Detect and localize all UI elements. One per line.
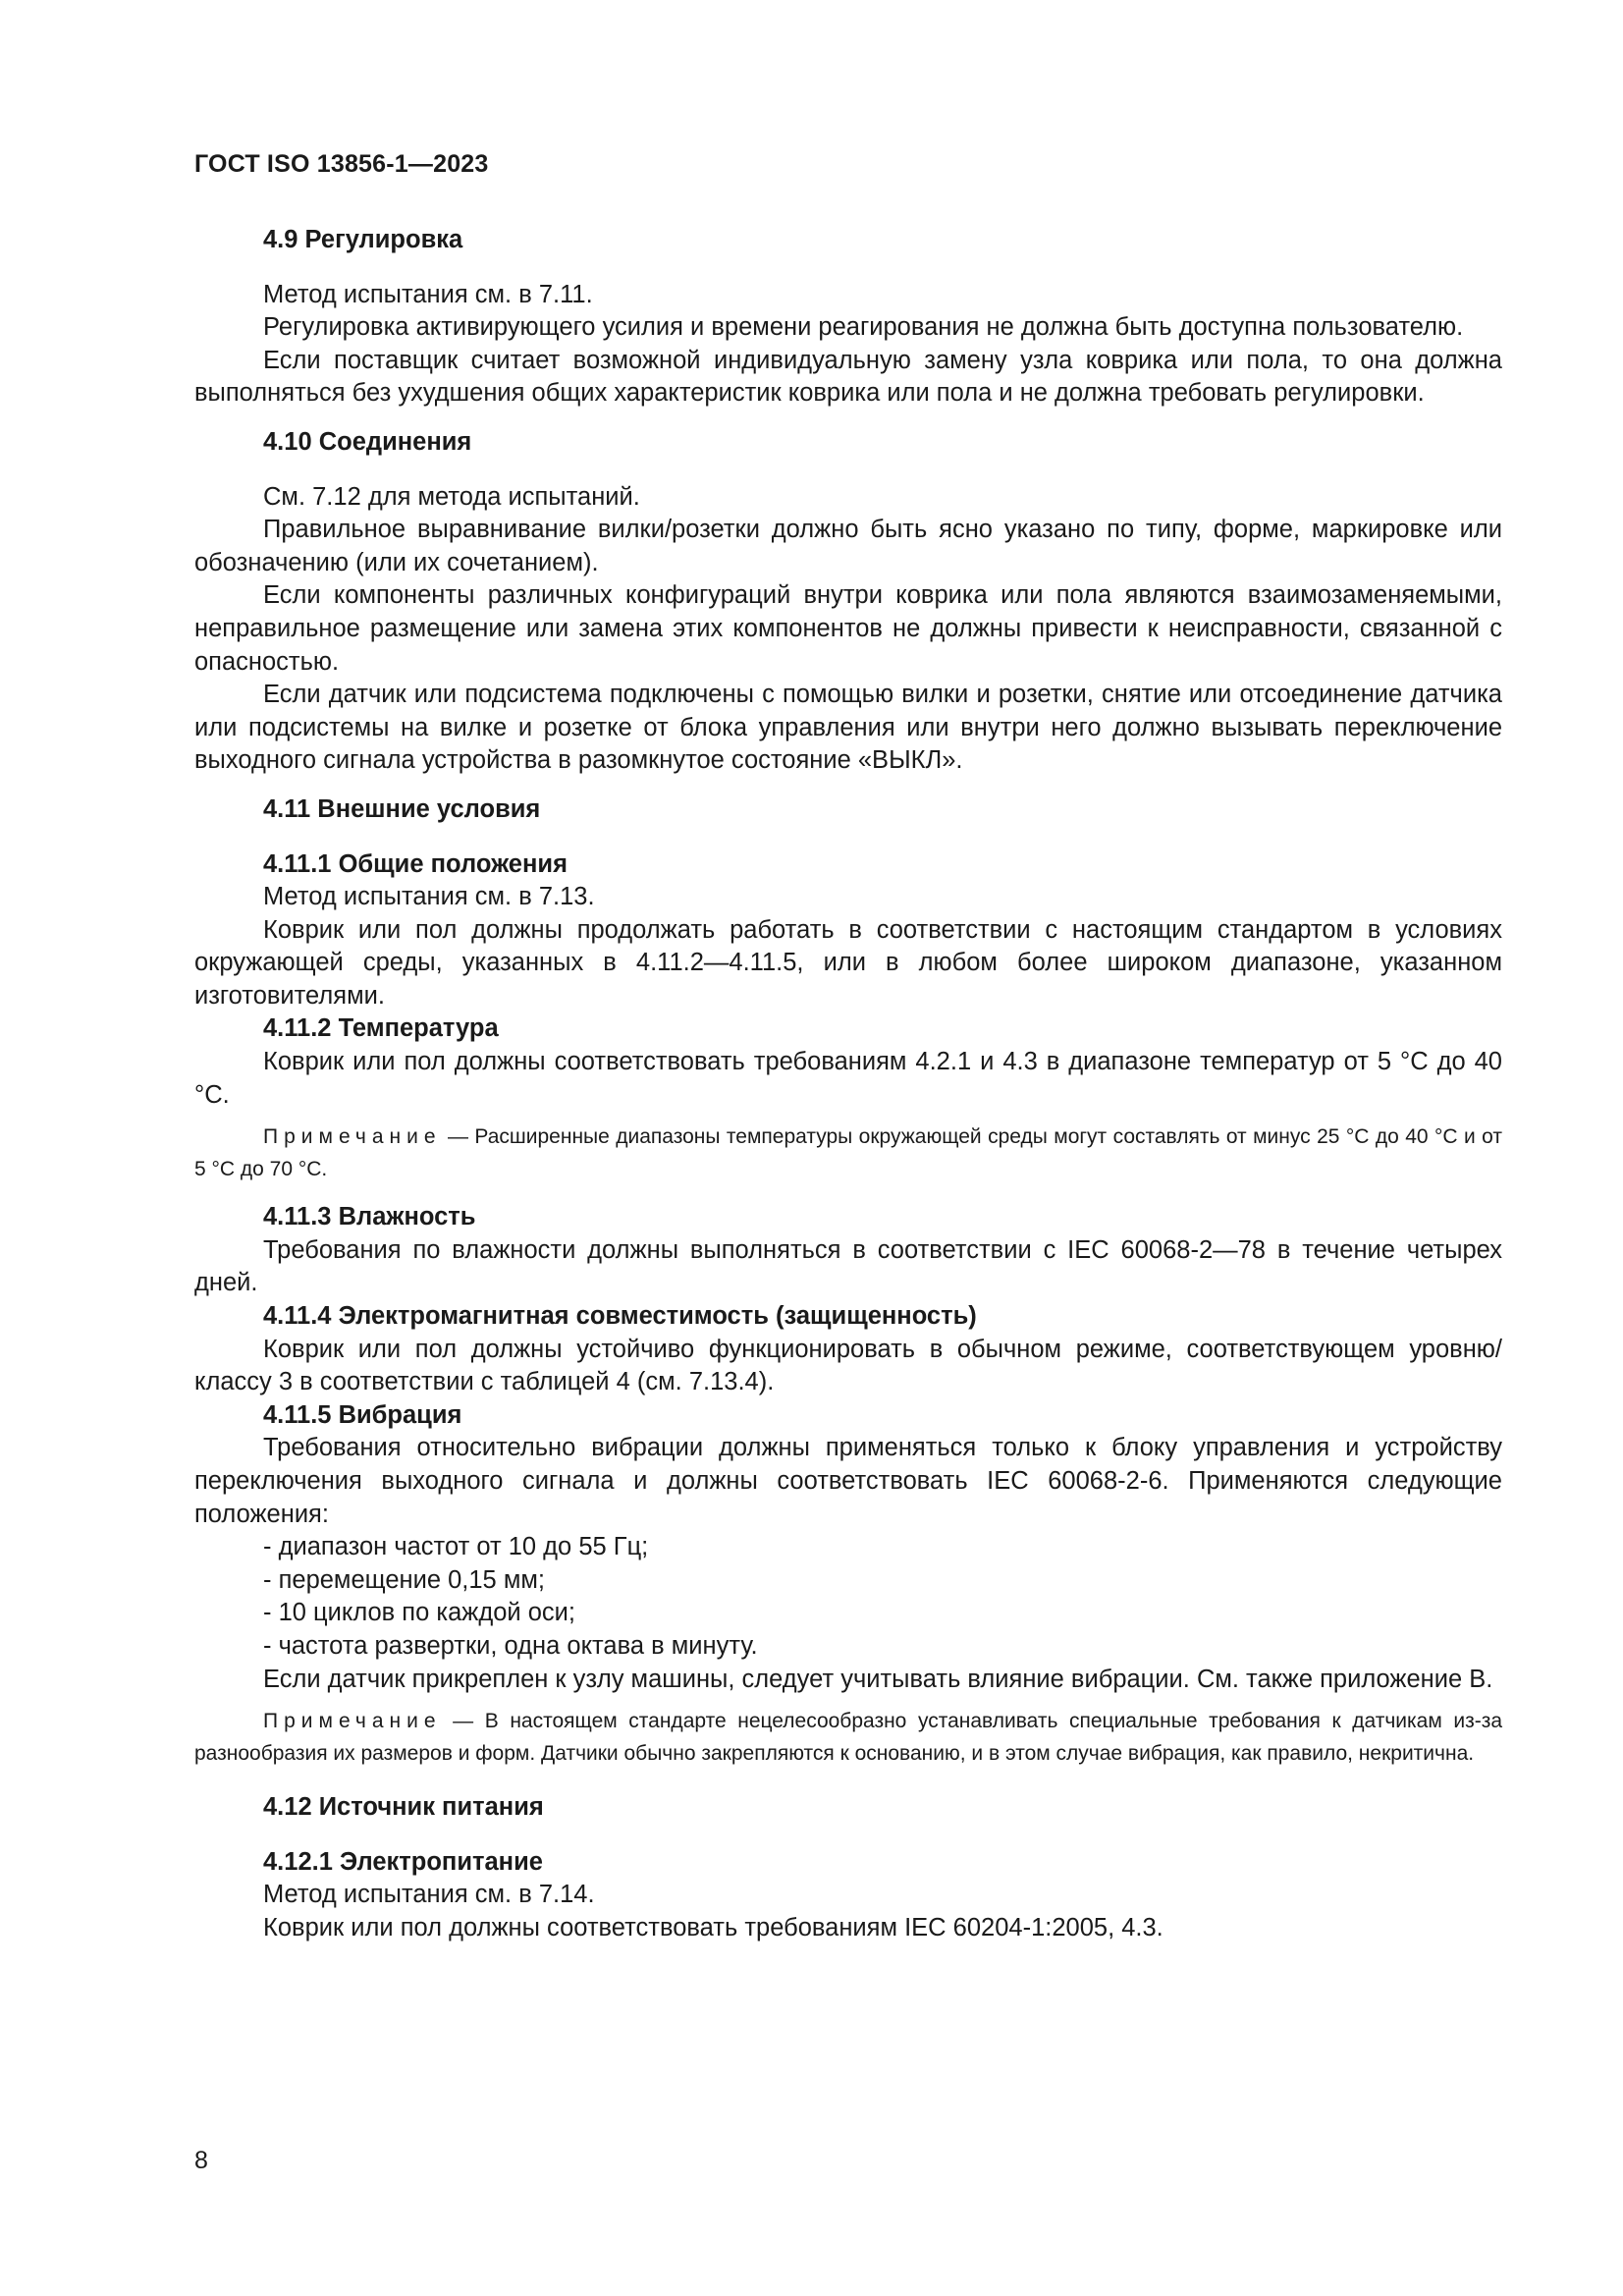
paragraph: Если датчик прикреплен к узлу машины, следует учитывать влияние вибрации. См. также приложение В.: [263, 1665, 1493, 1693]
paragraph: Коврик или пол должны соответствовать требованиям IEC 60204-1:2005, 4.3.: [263, 1913, 1163, 1941]
paragraph: Требования относительно вибрации должны применяться только к блоку управления и устройству переключения выходного сигнала и должны соответствовать IEC 60068-2-6. Применяются следующие положения:: [194, 1434, 1502, 1528]
note-text: — Расширенные диапазоны температуры окружающей среды могут составлять от минус 25 °С до 40 °С и от 5 °С до 70 °С.: [194, 1125, 1502, 1180]
section-title-4-12: 4.12 Источник питания: [263, 1793, 544, 1822]
spacer: [194, 257, 1502, 279]
spacer: [194, 778, 1502, 793]
subsection-title-4-11-2: 4.11.2 Температура: [263, 1014, 499, 1043]
paragraph: Коврик или пол должны устойчиво функционировать в обычном режиме, соответствующем уровню/классу 3 в соответствии с таблицей 4 (см. 7.13.4).: [194, 1335, 1502, 1396]
spacer: [194, 460, 1502, 481]
spacer: [194, 1770, 1502, 1791]
paragraph: Коврик или пол должны продолжать работать в соответствии с настоящим стандартом в условиях окружающей среды, указанных в 4.11.2—4.11.5, или в любом более широком диапазоне, указанном изготовителями.: [194, 915, 1502, 1010]
subsection-title-4-11-5: 4.11.5 Вибрация: [263, 1400, 462, 1429]
spacer: [194, 410, 1502, 426]
subsection-title-4-12-1: 4.12.1 Электропитание: [263, 1847, 543, 1876]
paragraph: Метод испытания см. в 7.14.: [263, 1881, 595, 1909]
note-text: — В настоящем стандарте нецелесообразно устанавливать специальные требования к датчикам из-за разнообразия их размеров и форм. Датчики обычно закрепляются к основанию, и в этом случае вибрация, как правило, некритична.: [194, 1710, 1502, 1765]
spacer: [194, 1185, 1502, 1201]
subsection-title-4-11-3: 4.11.3 Влажность: [263, 1203, 476, 1231]
paragraph: Метод испытания см. в 7.13.: [263, 883, 595, 911]
section-title-4-10: 4.10 Соединения: [263, 427, 472, 456]
page-number: 8: [194, 2147, 208, 2174]
subsection-title-4-11-1: 4.11.1 Общие положения: [263, 849, 568, 878]
spacer: [194, 1825, 1502, 1846]
list-item: - 10 циклов по каждой оси;: [263, 1599, 575, 1627]
page-content: [194, 224, 1502, 1945]
section-title-4-11: 4.11 Внешние условия: [263, 794, 541, 823]
note-label: Примечание: [263, 1125, 442, 1149]
paragraph: Регулировка активирующего усилия и времени реагирования не должна быть доступна пользователю.: [263, 313, 1464, 342]
section-title-4-9: 4.9 Регулировка: [263, 226, 463, 253]
spacer: [194, 1696, 1502, 1706]
paragraph: Требования по влажности должны выполняться в соответствии с IEC 60068-2—78 в течение четырех дней.: [194, 1235, 1502, 1297]
list-item: - диапазон частот от 10 до 55 Гц;: [263, 1533, 649, 1561]
list-item: - перемещение 0,15 мм;: [263, 1565, 545, 1594]
note-label: Примечание: [263, 1710, 442, 1733]
paragraph: Метод испытания см. в 7.11.: [263, 280, 593, 308]
spacer: [194, 827, 1502, 848]
paragraph: См. 7.12 для метода испытаний.: [263, 482, 640, 511]
note: [194, 1121, 1502, 1185]
document-header: ГОСТ ISO 13856-1—2023: [194, 150, 489, 178]
note: [194, 1706, 1502, 1770]
paragraph: Если датчик или подсистема подключены с помощью вилки и розетки, снятие или отсоединение датчика или подсистемы на вилке и розетке от блока управления или внутри него должно вызывать переключение выходного сигнала устройства в разомкнутое состояние «ВЫКЛ».: [194, 681, 1502, 775]
spacer: [194, 1112, 1502, 1121]
paragraph: Если поставщик считает возможной индивидуальную замену узла коврика или пола, то она должна выполняться без ухудшения общих характеристик коврика или пола и не должна требовать регулировки.: [194, 346, 1502, 408]
paragraph: Правильное выравнивание вилки/розетки должно быть ясно указано по типу, форме, маркировке или обозначению (или их сочетанием).: [194, 516, 1502, 576]
list-item: - частота развертки, одна октава в минуту.: [263, 1631, 758, 1660]
paragraph: Если компоненты различных конфигураций внутри коврика или пола являются взаимозаменяемыми, неправильное размещение или замена этих компонентов не должны привести к неисправности, связанной с опасностью.: [194, 581, 1502, 676]
subsection-title-4-11-4: 4.11.4 Электромагнитная совместимость (защищенность): [263, 1302, 977, 1331]
paragraph: Коврик или пол должны соответствовать требованиям 4.2.1 и 4.3 в диапазоне температур от 5 °С до 40 °С.: [194, 1048, 1502, 1109]
